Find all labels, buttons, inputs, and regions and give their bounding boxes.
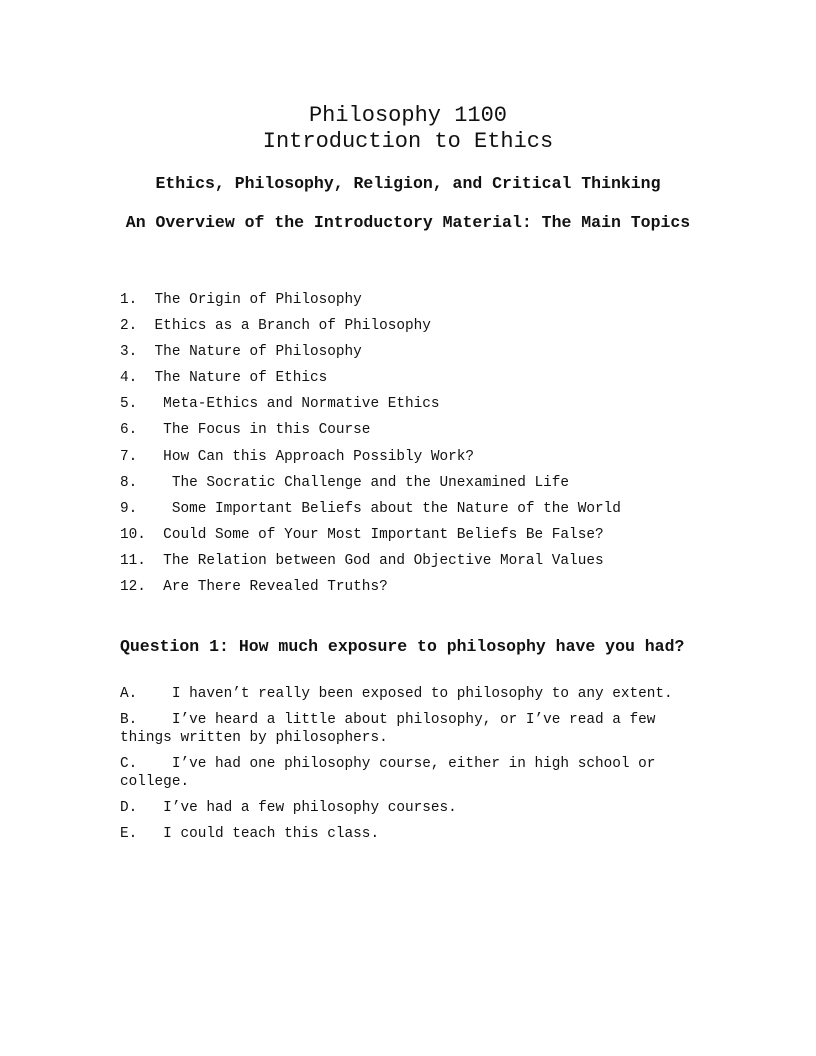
answer-options [120,685,695,851]
answer-option-a: A. I haven’t really been exposed to philosophy to any extent. [120,686,673,702]
topic-item: 9. Some Important Beliefs about the Nature of the World [120,500,621,517]
topic-item: 2. Ethics as a Branch of Philosophy [120,318,431,335]
title-block [0,103,816,155]
topic-item: 1. The Origin of Philosophy [120,292,362,308]
topic-item: 12. Are There Revealed Truths? [120,579,388,596]
topic-item: 8. The Socratic Challenge and the Unexamined Life [120,474,570,491]
topic-item: 10. Could Some of Your Most Important Beliefs Be False? [120,526,604,543]
topic-item: 7. How Can this Approach Possibly Work? [120,448,475,465]
topic-list [120,287,740,600]
document-subtitle: Ethics, Philosophy, Religion, and Critical Thinking [155,174,661,193]
topic-item: 4. The Nature of Ethics [120,370,328,387]
topic-item: 6. The Focus in this Course [120,422,371,439]
topic-item: 3. The Nature of Philosophy [120,344,362,361]
answer-option-e: E. I could teach this class. [120,826,380,842]
answer-option-c: C. I’ve had one philosophy course, either in high school or college. [120,756,665,790]
topic-item: 5. Meta-Ethics and Normative Ethics [120,396,440,413]
answer-option-b: B. I’ve heard a little about philosophy, or I’ve read a few things written by philosophers. [120,712,665,746]
course-number: Philosophy 1100 [308,103,508,128]
course-title: Introduction to Ethics [262,129,554,154]
question-heading: Question 1: How much exposure to philosophy have you had? [120,637,685,656]
overview-heading: An Overview of the Introductory Material: The Main Topics [125,213,691,232]
topic-item: 11. The Relation between God and Objective Moral Values [120,552,604,569]
answer-option-d: D. I’ve had a few philosophy courses. [120,800,457,816]
